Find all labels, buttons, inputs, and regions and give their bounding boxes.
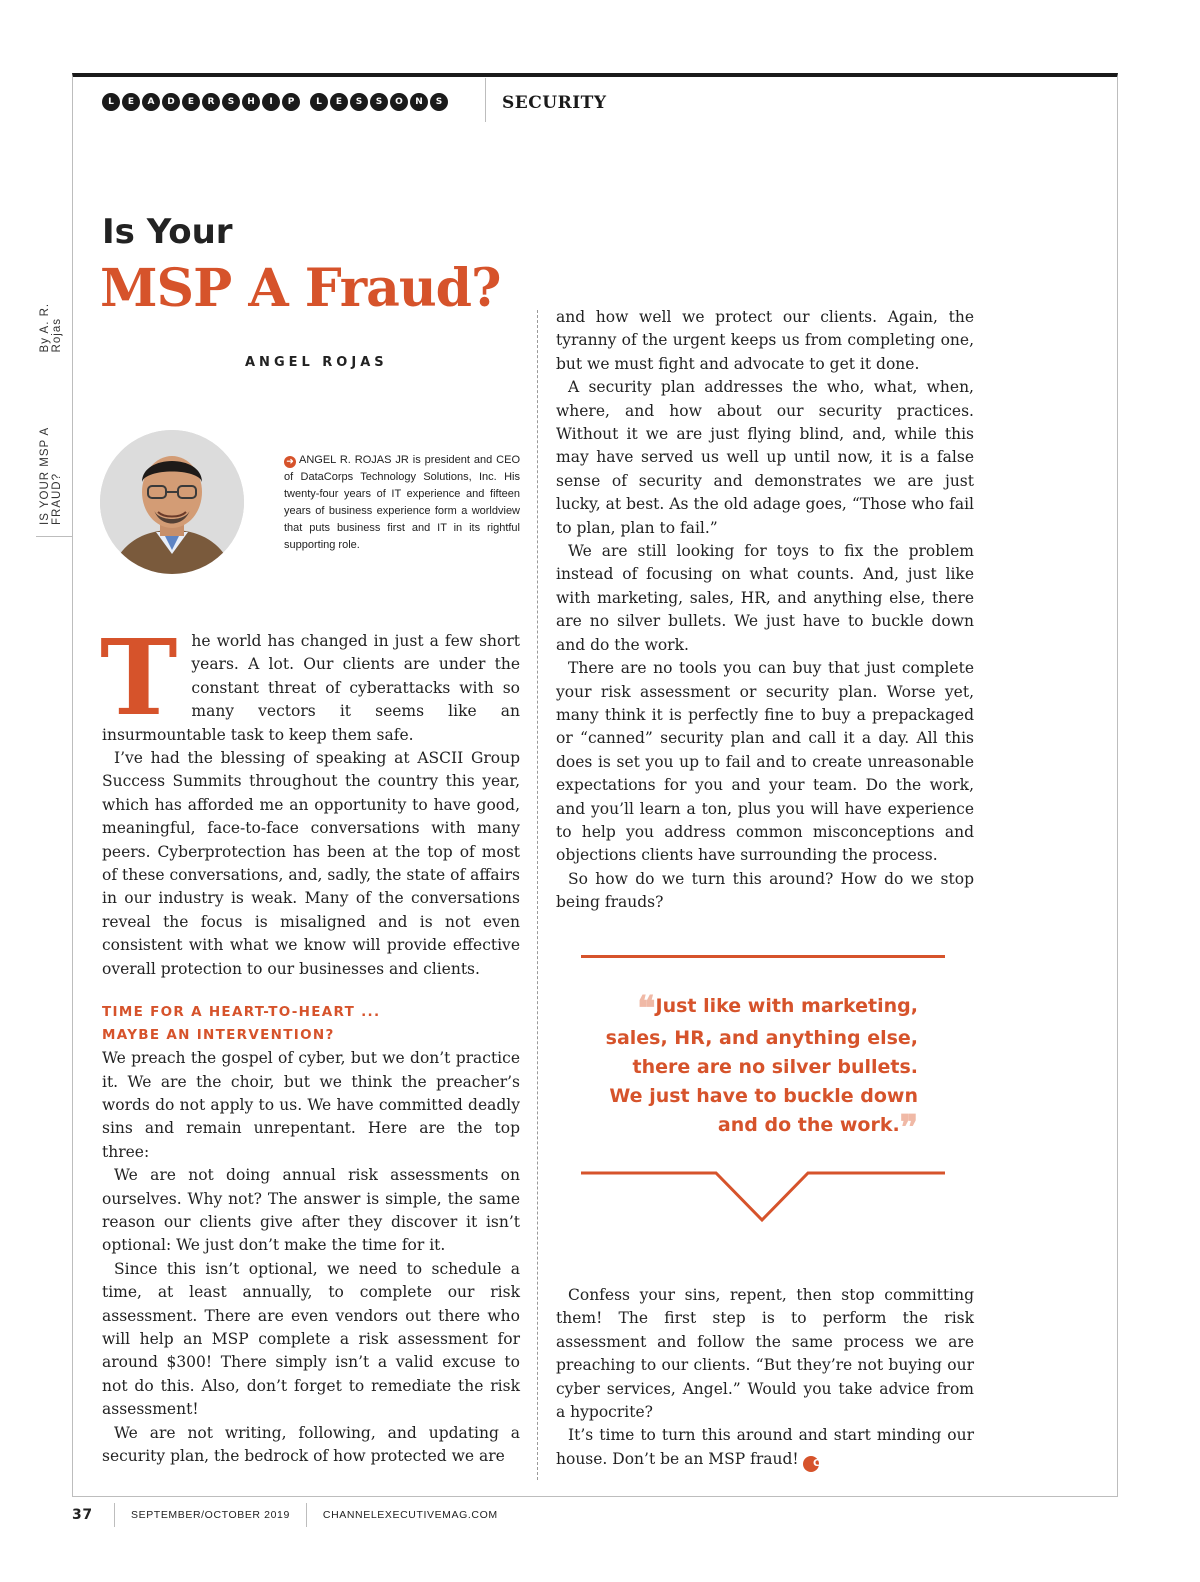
paragraph: There are no tools you can buy that just complete your risk assessment or security plan. Worse yet, many think it is perfectly fine to buy a prepackaged or “canned” security plan and call it a day. All this does is set you up to fail and to create unreasonable expectations for you and your team. Do the work, and you’ll learn a ton, plus you will have experience to help you address common misconceptions and objections clients have surrounding the process. (556, 659, 974, 865)
kicker-letter: E (182, 93, 200, 111)
pull-quote (600, 989, 918, 1148)
subhead (102, 1001, 520, 1047)
left-column (100, 616, 520, 1468)
issue-date: SEPTEMBER/OCTOBER 2019 (131, 1509, 290, 1521)
kicker-letter: O (390, 93, 408, 111)
website: CHANNELEXECUTIVEMAG.COM (322, 1509, 498, 1521)
paragraph: We are not doing annual risk assessments on ourselves. Why not? The answer is simple, the same reason our clients give after they discover it isn’t optional: We just don’t make the time for it. (102, 1166, 520, 1255)
headline-line-1: Is Your (102, 212, 233, 252)
footer-divider (114, 1503, 115, 1527)
kicker-letter: S (430, 93, 448, 111)
paragraph: Since this isn’t optional, we need to schedule a time, at least annually, to complete our risk assessment. There are even vendors out there who will help an MSP complete a risk assessment for around $300! There simply isn’t a valid excuse to not do this. Also, don’t forget to remediate the risk assessment! (102, 1259, 520, 1419)
kicker-letter: A (142, 93, 160, 111)
page-footer (72, 1505, 498, 1525)
paragraph: I’ve had the blessing of speaking at ASCII Group Success Summits throughout the country this year, which has afforded me an opportunity to have good, meaningful, face-to-face conversations with many peers. Cyberprotection has been at the top of most of these conversations, and, sadly, the state of affairs in our industry is weak. Many of the conversations reveal the focus is misaligned and is not even consistent with what we know will provide effective overall protection to our businesses and clients. (102, 749, 520, 978)
running-head-author: By A. R. Rojas (39, 302, 63, 353)
footer-divider (306, 1503, 307, 1527)
kicker-letter: E (122, 93, 140, 111)
pull-quote-bottom-rule (581, 1168, 945, 1228)
section-label: SECURITY (502, 93, 607, 113)
kicker-letter: H (242, 93, 260, 111)
paragraph: We preach the gospel of cyber, but we don’t practice it. We are the choir, but we think the preacher’s words do not apply to us. We have committed deadly sins and remain unrepentant. Here are the top three: (102, 1049, 520, 1161)
kicker-divider (485, 78, 486, 122)
paragraph: We are still looking for toys to fix the problem instead of focusing on what counts. And, just like with marketing, sales, HR, and anything else, there are no silver bullets. We just have to buckle down and do the work. (556, 542, 974, 654)
kicker-letter: I (262, 93, 280, 111)
kicker-letter: D (162, 93, 180, 111)
column-rule (537, 310, 538, 1480)
paragraph: A security plan addresses the who, what, when, where, and how about our security practices. Without it we are just flying blind, and, while this may have served us well up until now, it is a false sense of security and demonstrates we are just lucky, at best. As the old adage goes, “Those who fail to plan, plan to fail.” (556, 378, 974, 537)
department-kicker (102, 93, 456, 111)
arrow-right-icon: ➜ (284, 456, 296, 468)
paragraph: So how do we turn this around? How do we stop being frauds? (556, 869, 974, 912)
right-column-top (556, 306, 974, 915)
subhead-line-1: TIME FOR A HEART-TO-HEART ... (102, 1004, 381, 1021)
pull-quote-top-rule (581, 955, 945, 958)
page-number: 37 (72, 1507, 93, 1523)
kicker-letter: S (350, 93, 368, 111)
kicker-letter: S (222, 93, 240, 111)
drop-cap: T (100, 616, 178, 739)
kicker-letter: E (330, 93, 348, 111)
paragraph-last (556, 1424, 974, 1471)
kicker-word-2 (310, 93, 448, 111)
headline-line-2: MSP A Fraud? (100, 258, 501, 319)
author-photo (100, 430, 244, 574)
paragraph-last-text: It’s time to turn this around and start minding our house. Don’t be an MSP fraud! (556, 1426, 974, 1468)
byline: ANGEL ROJAS (245, 355, 388, 370)
kicker-letter: L (310, 93, 328, 111)
kicker-word-1 (102, 93, 300, 111)
kicker-letter: R (202, 93, 220, 111)
kicker-letter: P (282, 93, 300, 111)
paragraph: We are not writing, following, and updating a security plan, the bedrock of how protected we are (102, 1423, 520, 1465)
close-quote-icon: ❞ (899, 1108, 918, 1148)
author-bio (284, 452, 520, 554)
side-rule (36, 536, 72, 537)
kicker-letter: S (370, 93, 388, 111)
paragraph: and how well we protect our clients. Again, the tyranny of the urgent keeps us from completing one, but we must fight and advocate to get it done. (556, 308, 974, 373)
end-mark-icon: C (803, 1456, 819, 1472)
vertical-running-head (36, 265, 66, 525)
paragraph: Confess your sins, repent, then stop committing them! The first step is to perform the risk assessment and follow the same process we are preaching to our clients. “But they’re not buying our cyber services, Angel.” Would you take advice from a hypocrite? (556, 1286, 974, 1422)
kicker-letter: N (410, 93, 428, 111)
right-column-bottom (556, 1284, 974, 1472)
pull-quote-text: Just like with marketing, sales, HR, and anything else, there are no silver bullets. We just have to buckle down and do the work. (605, 995, 918, 1136)
subhead-line-2: MAYBE AN INTERVENTION? (102, 1027, 335, 1044)
open-quote-icon: ❝ (637, 989, 656, 1029)
running-head-title: IS YOUR MSP A FRAUD? (39, 427, 63, 525)
kicker-letter: L (102, 93, 120, 111)
author-bio-text: ANGEL R. ROJAS JR is president and CEO of DataCorps Technology Solutions, Inc. His twenty-four years of IT experience and fifteen years of business experience form a worldview that puts business first and IT in its rightful supporting role. (284, 454, 520, 551)
paragraph: he world has changed in just a few short years. A lot. Our clients are under the constant threat of cyberattacks with so many vectors it seems like an insurmountable task to keep them safe. (102, 632, 520, 744)
